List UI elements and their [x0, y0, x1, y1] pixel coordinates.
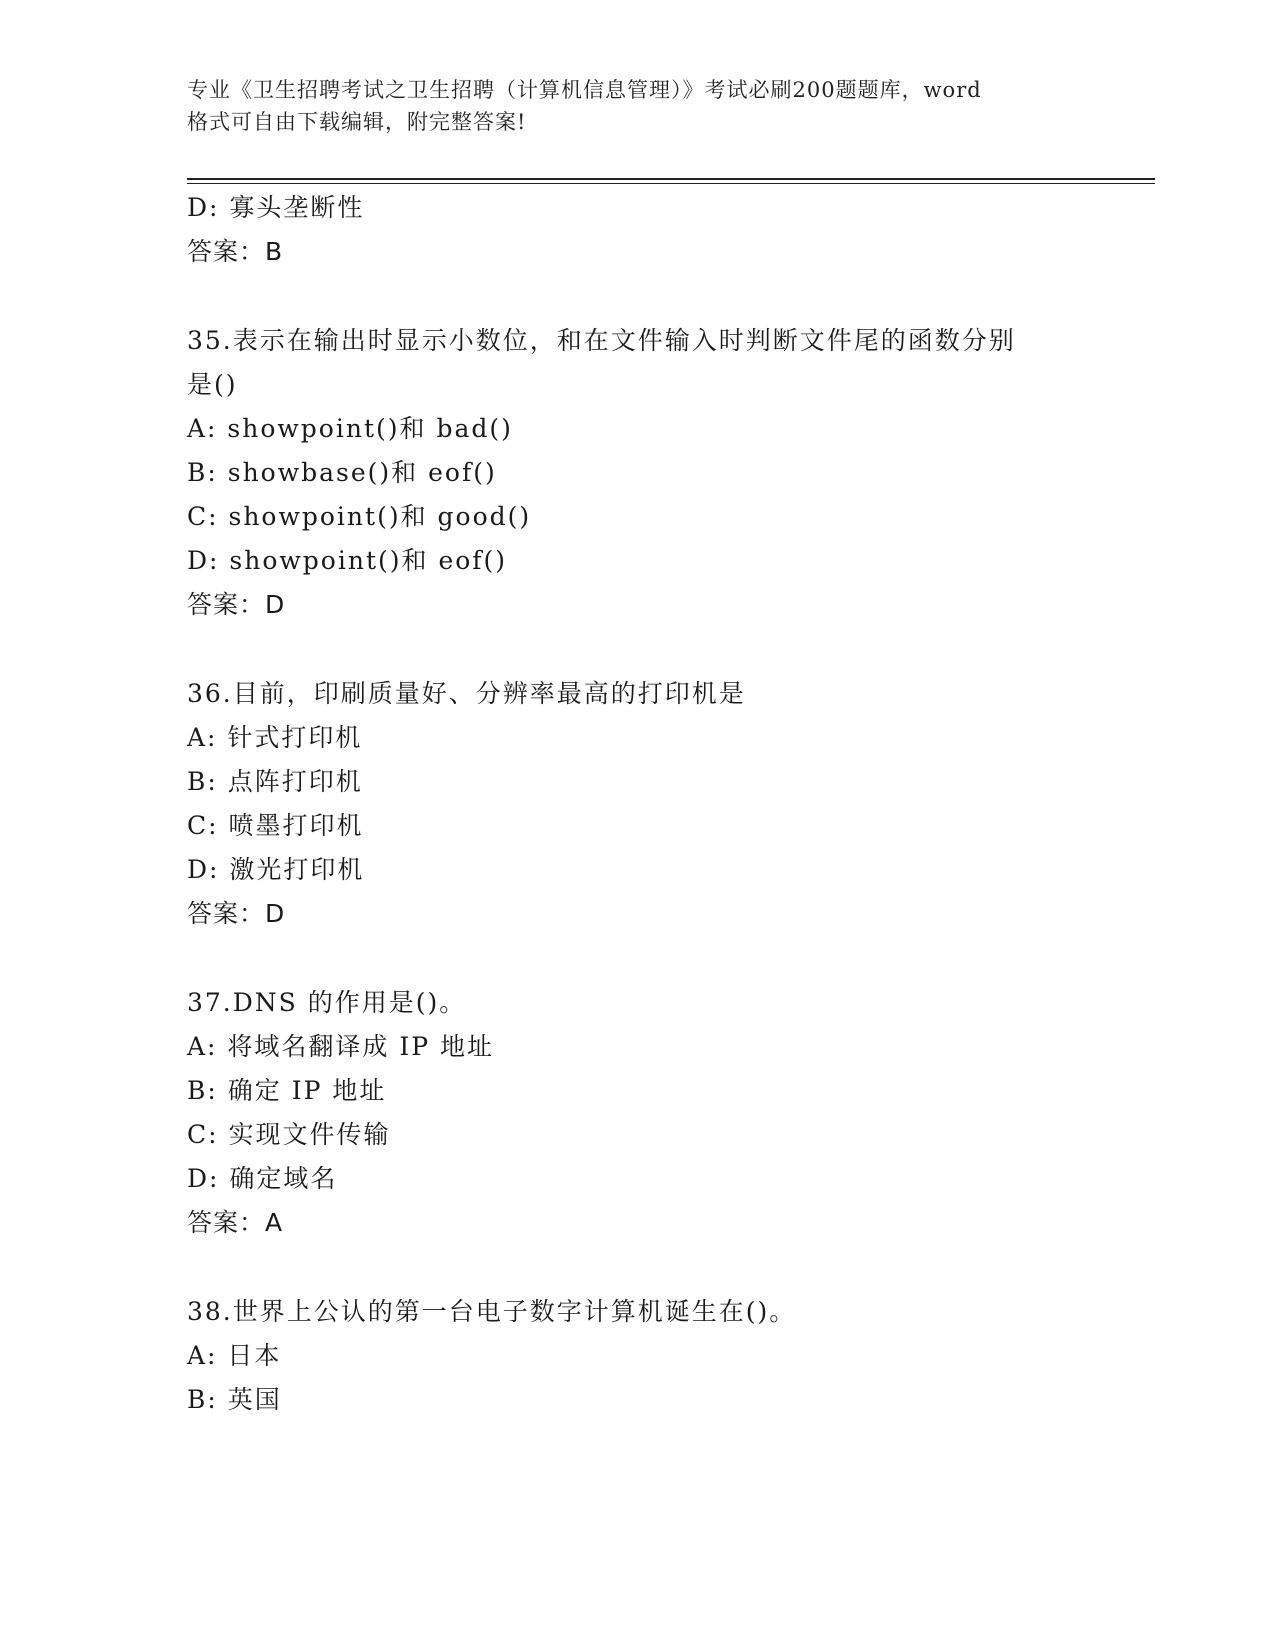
q37-option-a: A: 将域名翻译成 IP 地址 [187, 1032, 495, 1061]
q38-option-b: B: 英国 [187, 1385, 282, 1414]
q36-option-b: B: 点阵打印机 [187, 767, 363, 796]
header-line-1: 专业《卫生招聘考试之卫生招聘（计算机信息管理）》考试必刷200题题库，word [187, 78, 982, 102]
q36-option-d: D: 激光打印机 [187, 855, 365, 884]
q37-stem: 37.DNS 的作用是()。 [187, 988, 467, 1017]
q38-stem: 38.世界上公认的第一台电子数字计算机诞生在()。 [187, 1297, 797, 1326]
q35-option-b: B: showbase()和 eof() [187, 458, 497, 487]
header-rule-thin [187, 183, 1155, 184]
q35-option-d: D: showpoint()和 eof() [187, 546, 508, 575]
q37-option-b: B: 确定 IP 地址 [187, 1076, 387, 1105]
header-rule-thick [187, 178, 1155, 180]
q36-stem: 36.目前，印刷质量好、分辨率最高的打印机是 [187, 679, 746, 708]
q37-option-c: C: 实现文件传输 [187, 1120, 391, 1149]
q35-option-c: C: showpoint()和 good() [187, 502, 532, 531]
q36-option-c: C: 喷墨打印机 [187, 811, 364, 840]
q37-answer: 答案：A [187, 1208, 284, 1237]
document-header [187, 74, 1087, 138]
q36-option-a: A: 针式打印机 [187, 723, 363, 752]
q35-answer: 答案：D [187, 590, 286, 619]
header-line-2: 格式可自由下载编辑，附完整答案! [187, 110, 527, 134]
q37-option-d: D: 确定域名 [187, 1164, 338, 1193]
q36-answer: 答案：D [187, 899, 286, 928]
q35-stem-line-2: 是() [187, 370, 238, 399]
q35-stem-line-1: 35.表示在输出时显示小数位，和在文件输入时判断文件尾的函数分别 [187, 326, 1016, 355]
q34-option-d: D: 寡头垄断性 [187, 193, 365, 222]
q35-option-a: A: showpoint()和 bad() [187, 414, 513, 443]
q34-answer: 答案：B [187, 237, 284, 266]
q38-option-a: A: 日本 [187, 1341, 282, 1370]
